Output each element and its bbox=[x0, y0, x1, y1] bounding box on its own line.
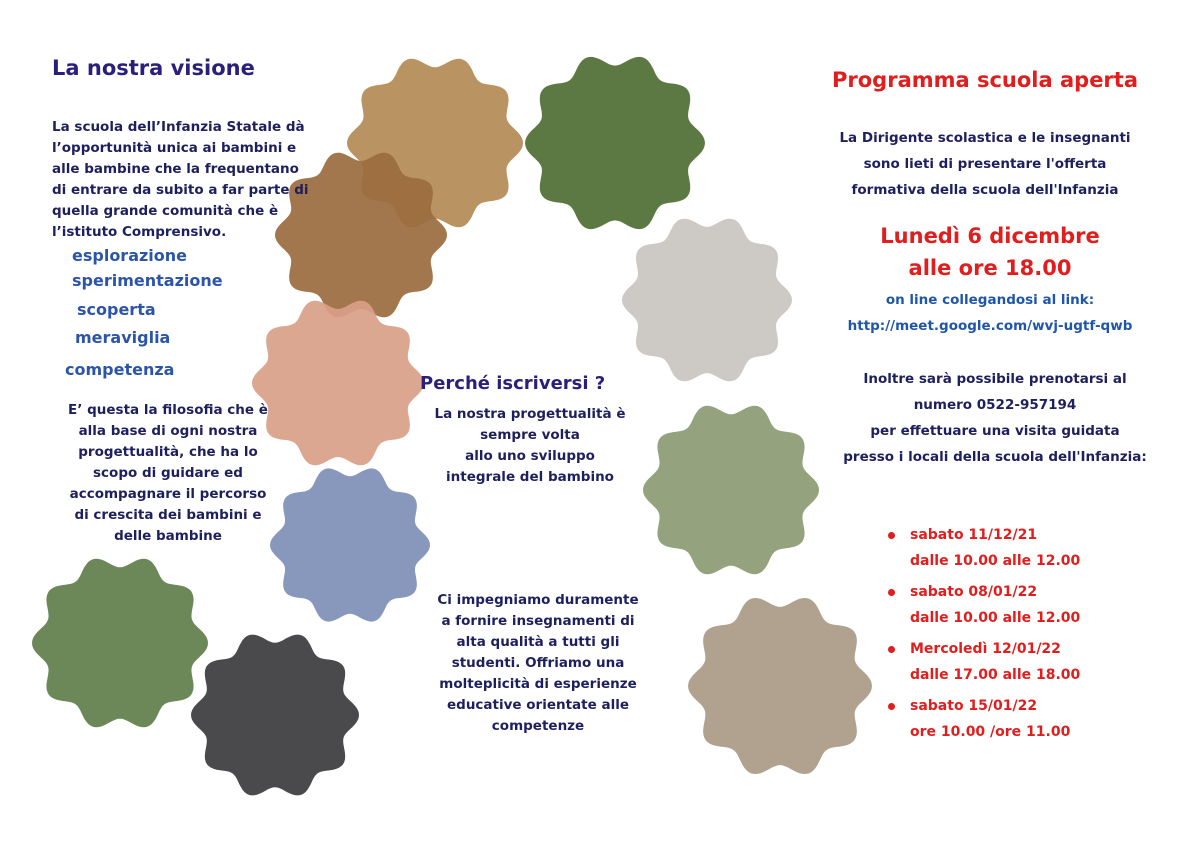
photo-child-lightbox bbox=[185, 620, 365, 810]
photo-children-art-table bbox=[680, 586, 880, 786]
bullet-icon bbox=[888, 532, 895, 539]
keyword-competenza: competenza bbox=[65, 360, 175, 379]
keyword-scoperta: scoperta bbox=[77, 300, 156, 319]
keyword-meraviglia: meraviglia bbox=[75, 328, 171, 347]
vision-intro: La scuola dell’Infanzia Statale dà l’opportunità unica ai bambini e alle bambine che la frequentano di entrare da subito a far parte di quella grande comunità che è l’istituto Comprensivo. bbox=[52, 119, 309, 240]
program-intro: La Dirigente scolastica e le insegnanti sono lieti di presentare l'offerta formativa della scuola dell'Infanzia bbox=[839, 130, 1131, 198]
schedule-item: sabato 15/01/22 ore 10.00 /ore 11.00 bbox=[888, 693, 1188, 745]
online-info: on line collegandosi al link: http://meet.google.com/wvj-ugtf-qwb bbox=[790, 287, 1190, 339]
bullet-icon bbox=[888, 589, 895, 596]
visit-schedule bbox=[888, 522, 1188, 750]
booking-info: Inoltre sarà possibile prenotarsi al numero 0522-957194 per effettuare una visita guidata presso i locali della scuola dell'Infanzia: bbox=[843, 371, 1147, 465]
schedule-item: Mercoledì 12/01/22 dalle 17.00 alle 18.00 bbox=[888, 636, 1188, 688]
schedule-item: sabato 08/01/22 dalle 10.00 alle 12.00 bbox=[888, 579, 1188, 631]
event-date: Lunedì 6 dicembre alle ore 18.00 bbox=[880, 224, 1100, 280]
philosophy-text: E’ questa la filosofia che è alla base di ogni nostra progettualità, che ha lo scopo di guidare ed accompagnare il percorso di crescita dei bambini e delle bambine bbox=[68, 402, 268, 544]
bullet-icon bbox=[888, 646, 895, 653]
meet-link[interactable]: http://meet.google.com/wvj-ugtf-qwb bbox=[847, 318, 1133, 334]
vision-title: La nostra visione bbox=[52, 56, 255, 80]
why-enroll-heading: Perché iscriversi ? bbox=[420, 373, 606, 394]
photo-footprints bbox=[612, 210, 802, 390]
commitment-text: Ci impegniamo duramente a fornire insegnamenti di alta qualità a tutti gli studenti. Offriamo una molteplicità di esperienze educative orientate alle competenze bbox=[437, 592, 639, 734]
program-title: Programma scuola aperta bbox=[832, 68, 1138, 92]
keyword-sperimentazione: sperimentazione bbox=[72, 271, 223, 290]
schedule-item: sabato 11/12/21 dalle 10.00 alle 12.00 bbox=[888, 522, 1188, 574]
why-enroll-text: La nostra progettualità è sempre volta allo uno sviluppo integrale del bambino bbox=[434, 406, 626, 485]
bullet-icon bbox=[888, 703, 895, 710]
keyword-esplorazione: esplorazione bbox=[72, 246, 188, 265]
